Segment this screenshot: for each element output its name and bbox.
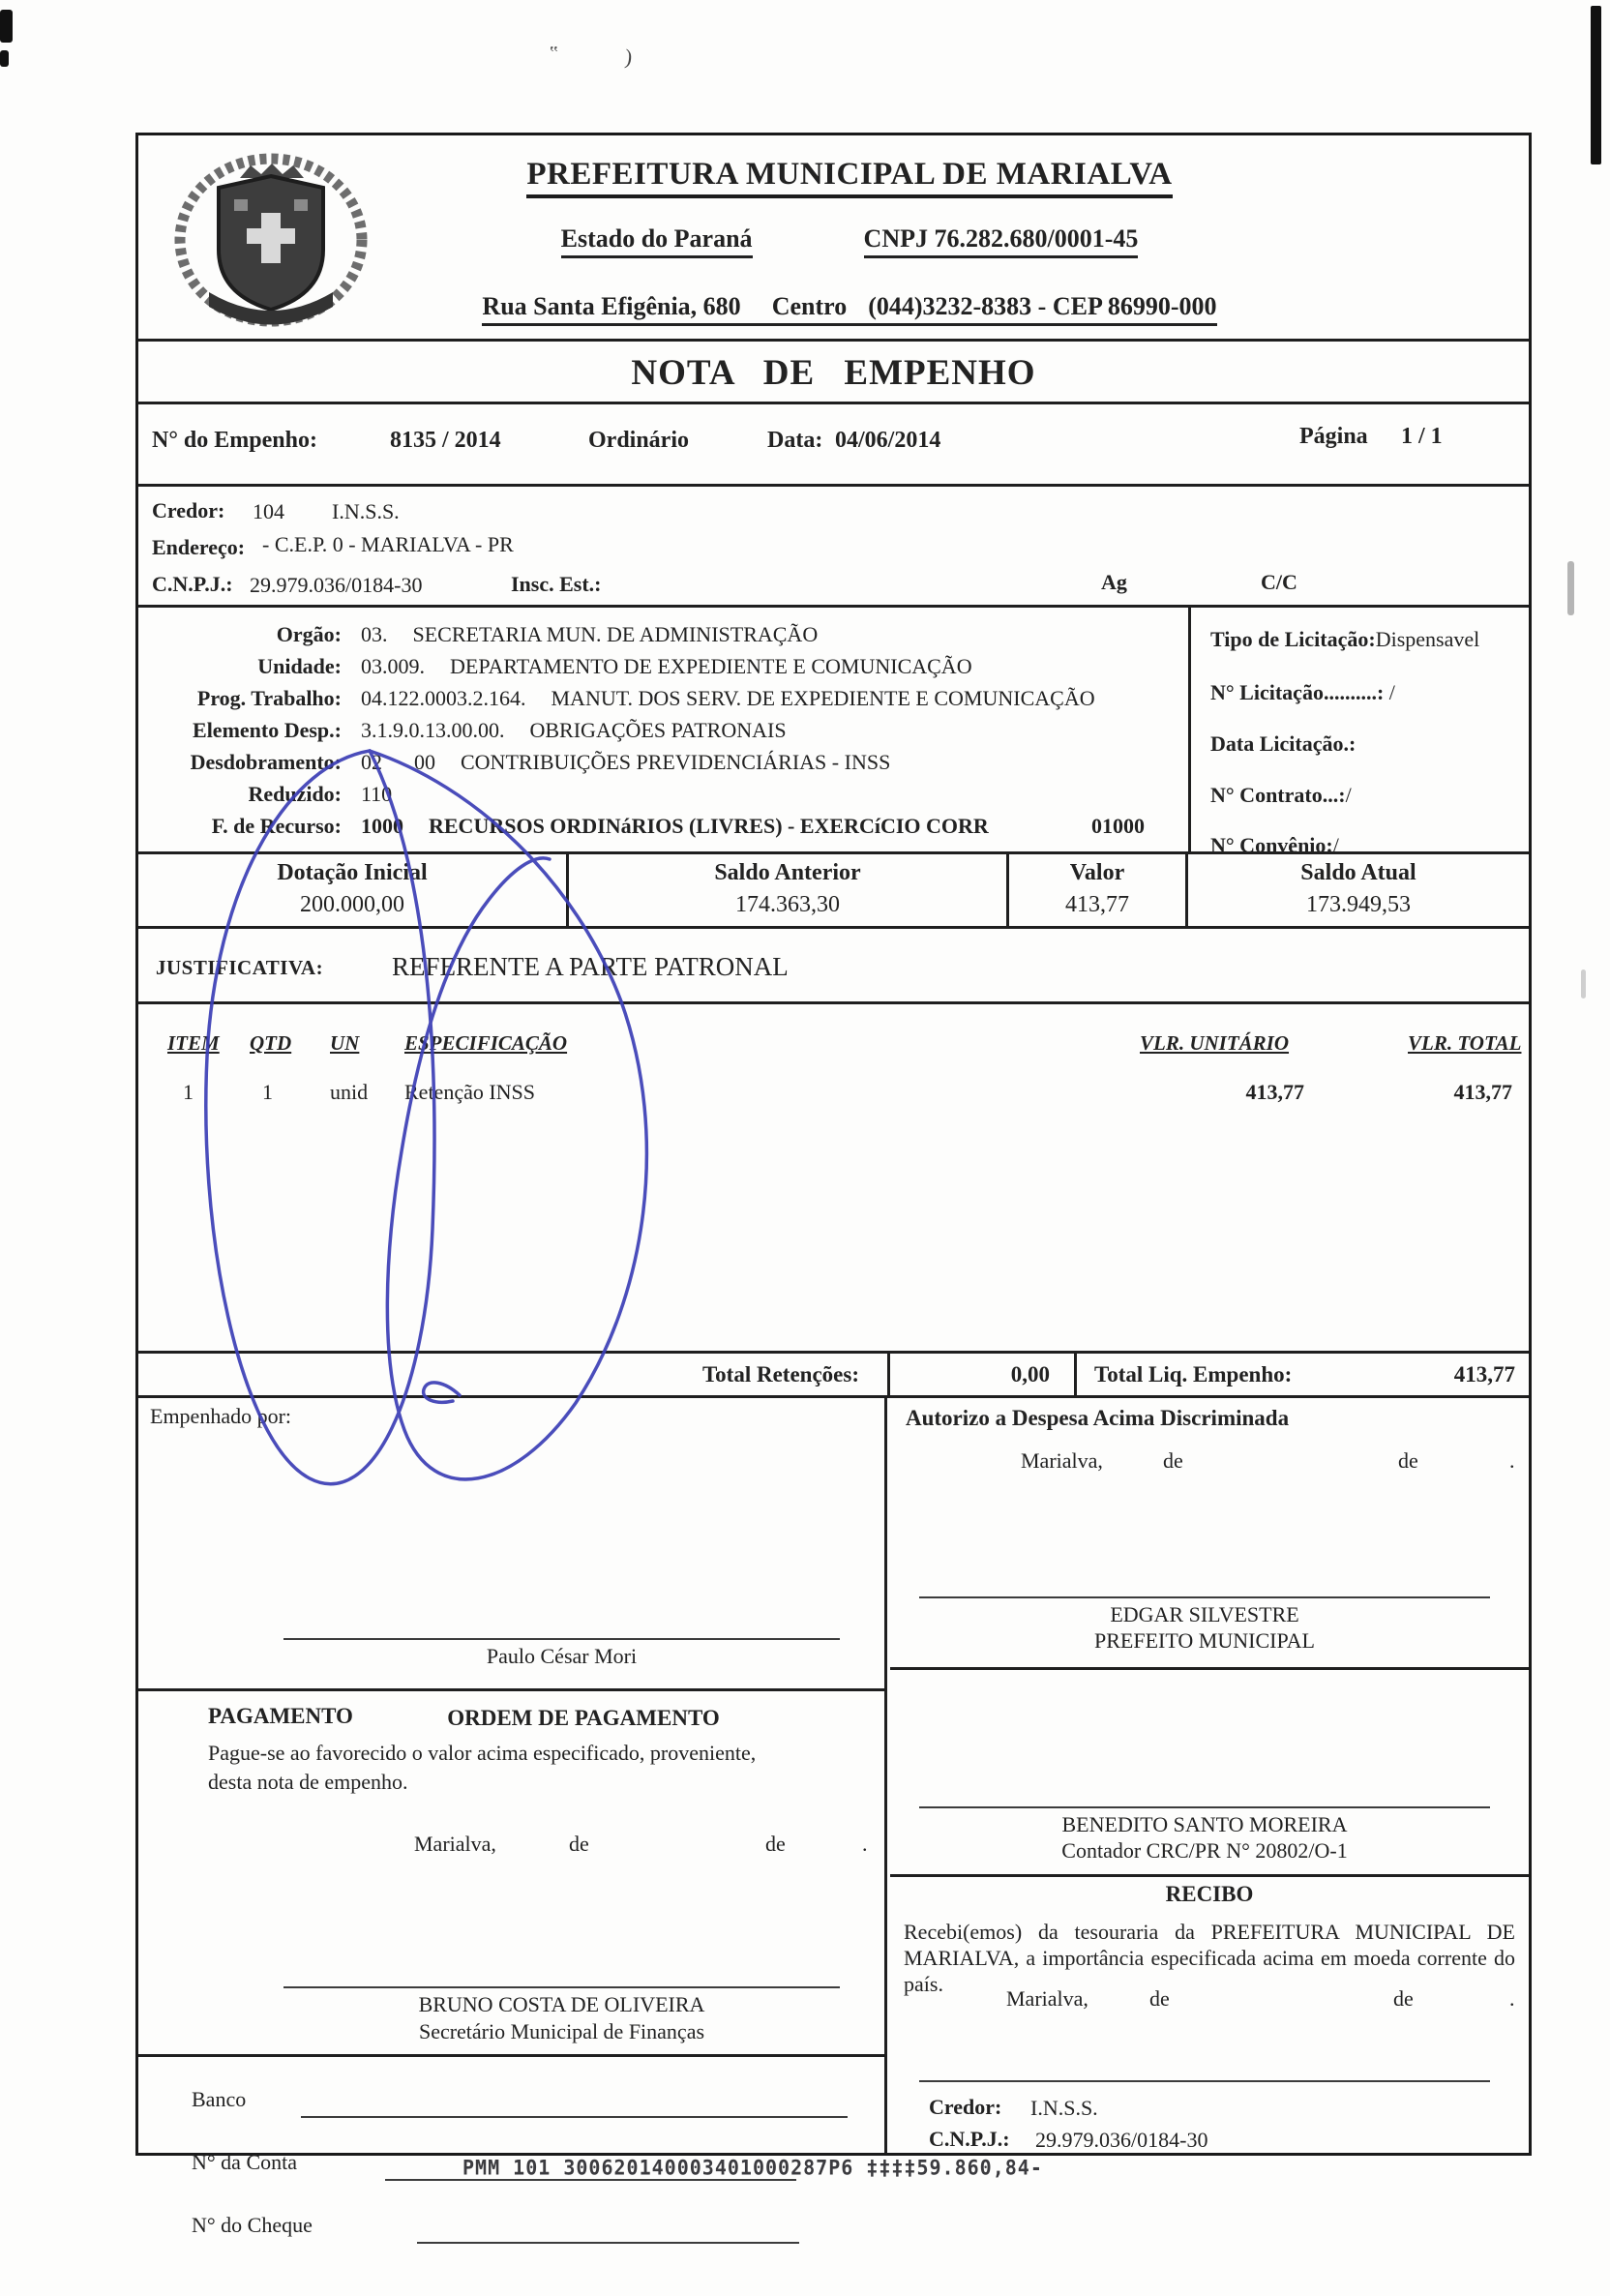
municipal-coat-of-arms-logo — [153, 149, 390, 331]
autorizo-signer-role: PREFEITO MUNICIPAL — [1094, 1628, 1315, 1653]
de-word: de — [1163, 1448, 1183, 1473]
autorizo-column — [890, 1398, 1529, 2153]
de-word: de — [1149, 1986, 1170, 2011]
budget-row-prog-trabalho — [138, 686, 1188, 718]
signature-line — [283, 1986, 840, 1988]
pagamento-signer-role: Secretário Municipal de Finanças — [418, 2019, 705, 2043]
budget-row-orgao — [138, 622, 1188, 654]
scan-artifact — [1567, 561, 1574, 615]
budget-label: Reduzido: — [248, 782, 342, 806]
empenho-number-value: 8135 / 2014 — [390, 428, 501, 453]
period-mark: . — [1509, 1986, 1515, 2011]
recibo-cnpj-label: C.N.P.J.: — [929, 2127, 1010, 2151]
valor-cell — [1009, 854, 1188, 926]
divider — [890, 1667, 1529, 1670]
budget-code: 02 00 — [361, 750, 435, 774]
autorizo-signer-name: EDGAR SILVESTRE — [1110, 1602, 1299, 1626]
scan-artifact — [1591, 6, 1601, 164]
recibo-credor-value: I.N.S.S. — [1030, 2096, 1098, 2120]
signature-line — [919, 1596, 1490, 1598]
un-col-header: UN — [330, 1031, 360, 1055]
budget-label: Orgão: — [276, 622, 342, 646]
total-liq-value: 413,77 — [1453, 1362, 1515, 1387]
budget-desc: OBRIGAÇÕES PATRONAIS — [529, 718, 787, 742]
dotacao-col-header: Valor — [1069, 860, 1125, 885]
dotacao-col-value: 200.000,00 — [300, 892, 404, 917]
item-un: unid — [330, 1080, 369, 1104]
scan-artifact — [1581, 969, 1586, 999]
period-mark: . — [862, 1832, 868, 1856]
justificativa-text: REFERENTE A PARTE PATRONAL — [392, 952, 789, 981]
budget-row-desdobramento — [138, 750, 1188, 782]
fonte-recurso-extra-code: 01000 — [1091, 814, 1145, 838]
dotacao-col-header: Saldo Anterior — [714, 860, 861, 885]
budget-code: 03. — [361, 622, 388, 646]
item-especificacao: Retenção INSS — [404, 1080, 536, 1104]
dotacao-col-value: 174.363,30 — [735, 892, 840, 917]
empenho-number-label: N° do Empenho: — [152, 428, 317, 453]
divider — [890, 1874, 1529, 1877]
signature-line — [919, 1806, 1490, 1808]
budget-label: Unidade: — [257, 654, 342, 678]
budget-code: 03.009. — [361, 654, 425, 678]
licitacao-label: N° Convênio: — [1210, 833, 1333, 857]
vlr-total-col-header: VLR. TOTAL — [1408, 1031, 1522, 1055]
credor-box — [138, 487, 1529, 608]
item-col-header: ITEM — [167, 1031, 220, 1055]
recibo-cnpj-value: 29.979.036/0184-30 — [1035, 2128, 1208, 2152]
licitacao-box — [1188, 608, 1529, 857]
scan-artifact — [0, 50, 9, 67]
budget-code: 110 — [361, 782, 393, 806]
dotacao-col-header: Saldo Atual — [1300, 860, 1416, 885]
empenho-type: Ordinário — [588, 428, 690, 453]
totals-row — [138, 1351, 1529, 1398]
scan-speck: ) — [623, 44, 634, 70]
pagamento-signer-name: BRUNO COSTA DE OLIVEIRA — [418, 1992, 705, 2016]
page-value: 1 / 1 — [1401, 424, 1443, 449]
cheque-label: N° do Cheque — [192, 2213, 313, 2237]
empenho-date-label: Data: — [767, 428, 823, 453]
items-table — [138, 1004, 1529, 1351]
prefeitura-title: PREFEITURA MUNICIPAL DE MARIALVA — [526, 157, 1172, 198]
divider — [138, 1688, 884, 1691]
period-mark: . — [1509, 1448, 1515, 1473]
budget-label: Elemento Desp.: — [193, 718, 342, 742]
budget-desc: MANUT. DOS SERV. DE EXPEDIENTE E COMUNICAÇÃO — [551, 686, 1095, 710]
dotacao-col-value: 413,77 — [1065, 892, 1129, 917]
form-header — [138, 135, 1529, 339]
budget-code: 3.1.9.0.13.00.00. — [361, 718, 505, 742]
de-word: de — [765, 1832, 786, 1856]
address-street: Rua Santa Efigênia, 680 — [482, 292, 741, 320]
budget-desc: SECRETARIA MUN. DE ADMINISTRAÇÃO — [412, 622, 819, 646]
header-cnpj: CNPJ 76.282.680/0001-45 — [864, 224, 1139, 258]
city-name: Marialva, — [1006, 1986, 1088, 2011]
licitacao-label: Tipo de Licitação: — [1210, 627, 1376, 651]
item-number: 1 — [183, 1080, 194, 1104]
budget-row-elemento — [138, 718, 1188, 750]
ag-label: Ag — [1101, 570, 1127, 594]
item-vlr-total: 413,77 — [1453, 1080, 1512, 1104]
ordem-pagamento-title: ORDEM DE PAGAMENTO — [447, 1706, 720, 1730]
dotacao-inicial-cell — [138, 854, 569, 926]
scan-artifact — [0, 10, 13, 43]
conta-label: N° da Conta — [192, 2150, 298, 2174]
budget-label: Prog. Trabalho: — [196, 686, 342, 710]
saldo-atual-cell — [1188, 854, 1529, 926]
budget-row-fonte-recurso — [138, 814, 1188, 846]
licitacao-value: Dispensavel — [1375, 627, 1480, 651]
empenho-date-value: 04/06/2014 — [835, 428, 941, 453]
divider — [138, 2054, 884, 2057]
address-phone-cep: (044)3232-8383 - CEP 86990-000 — [868, 292, 1217, 320]
header-address-row — [458, 292, 1241, 326]
especificacao-col-header: ESPECIFICAÇÃO — [404, 1031, 568, 1055]
autorizo-title: Autorizo a Despesa Acima Discriminada — [906, 1406, 1290, 1430]
licitacao-label: N° Licitação..........: — [1210, 680, 1385, 704]
qtd-col-header: QTD — [250, 1031, 292, 1055]
divider — [1074, 1354, 1077, 1395]
empenhado-por-label: Empenhado por: — [150, 1404, 292, 1428]
vlr-unitario-col-header: VLR. UNITÁRIO — [1140, 1031, 1290, 1055]
recibo-credor-label: Credor: — [929, 2095, 1002, 2119]
endereco-label: Endereço: — [152, 535, 246, 559]
state-label: Estado do Paraná — [561, 224, 753, 258]
budget-code: 04.122.0003.2.164. — [361, 686, 526, 710]
credor-label: Credor: — [152, 498, 225, 522]
header-title-row — [467, 157, 1232, 193]
saldo-anterior-cell — [569, 854, 1009, 926]
empenho-number-row — [138, 404, 1529, 487]
de-word: de — [569, 1832, 589, 1856]
licitacao-value: / — [1332, 833, 1339, 857]
header-state-row — [467, 224, 1232, 258]
de-word: de — [1393, 1986, 1414, 2011]
justificativa-row — [138, 929, 1529, 1004]
licitacao-label: N° Contrato...: — [1210, 783, 1346, 807]
city-name: Marialva, — [414, 1832, 496, 1856]
total-retencoes-value: 0,00 — [1010, 1362, 1050, 1387]
pagamento-text: Pague-se ao favorecido o valor acima especificado, proveniente, desta nota de empenho. — [208, 1741, 757, 1794]
document-title: NOTA DE EMPENHO — [631, 353, 1036, 393]
item-vlr-unitario: 413,77 — [1245, 1080, 1304, 1104]
licitacao-label: Data Licitação.: — [1210, 731, 1357, 756]
insc-est-label: Insc. Est.: — [511, 572, 602, 596]
budget-label: Desdobramento: — [190, 750, 342, 774]
contador-signer-name: BENEDITO SANTO MOREIRA — [1061, 1812, 1348, 1836]
recibo-title: RECIBO — [1165, 1882, 1254, 1906]
de-word: de — [1398, 1448, 1418, 1473]
total-liq-label: Total Liq. Empenho: — [1094, 1362, 1293, 1387]
cheque-fill-line — [417, 2242, 799, 2244]
total-retencoes-label: Total Retenções: — [701, 1362, 859, 1387]
budget-classification-box — [138, 608, 1529, 857]
recibo-text: Recebi(emos) da tesouraria da PREFEITURA MUNICIPAL DE MARIALVA, a importância especificada acima em moeda corrente do país. — [904, 1920, 1515, 1996]
dotacao-table — [138, 854, 1529, 929]
justificativa-label: JUSTIFICATIVA: — [156, 956, 324, 979]
budget-desc: CONTRIBUIÇÕES PREVIDENCIÁRIAS - INSS — [461, 750, 891, 774]
budget-desc: RECURSOS ORDINáRIOS (LIVRES) - EXERCíCIO CORR — [429, 814, 989, 838]
licitacao-value: / — [1388, 680, 1395, 704]
budget-desc: DEPARTAMENTO DE EXPEDIENTE E COMUNICAÇÃO — [450, 654, 972, 678]
dotacao-col-header: Dotação Inicial — [277, 860, 428, 885]
scan-speck: ‟ — [550, 43, 558, 64]
credor-code: 104 — [253, 499, 284, 523]
budget-label: F. de Recurso: — [211, 814, 342, 838]
document-title-band — [138, 339, 1529, 404]
budget-code: 1000 — [361, 814, 403, 838]
dotacao-col-value: 173.949,53 — [1306, 892, 1411, 917]
budget-row-unidade — [138, 654, 1188, 686]
cc-label: C/C — [1261, 570, 1297, 594]
credor-cnpj-label: C.N.P.J.: — [152, 572, 233, 596]
empenhado-signer-name: Paulo César Mori — [486, 1644, 638, 1668]
contador-signer-role: Contador CRC/PR N° 20802/O-1 — [1061, 1838, 1348, 1863]
signature-line — [919, 2080, 1490, 2082]
credor-name: I.N.S.S. — [332, 499, 400, 523]
address-district: Centro — [771, 292, 848, 320]
dot-matrix-stamp-line: PMM 101 300620140003401000287P6 ‡‡‡‡59.860,84- — [462, 2155, 1043, 2180]
signature-line — [283, 1638, 840, 1640]
pagamento-title: PAGAMENTO — [208, 1704, 353, 1728]
endereco-value: - C.E.P. 0 - MARIALVA - PR — [262, 532, 514, 556]
banco-fill-line — [301, 2116, 848, 2118]
page-label: Página — [1299, 424, 1368, 449]
credor-cnpj-value: 29.979.036/0184-30 — [250, 573, 423, 597]
budget-row-reduzido — [138, 782, 1188, 814]
licitacao-value: / — [1345, 783, 1352, 807]
banco-label: Banco — [192, 2087, 247, 2111]
item-qtd: 1 — [262, 1080, 273, 1104]
city-name: Marialva, — [1021, 1448, 1103, 1473]
